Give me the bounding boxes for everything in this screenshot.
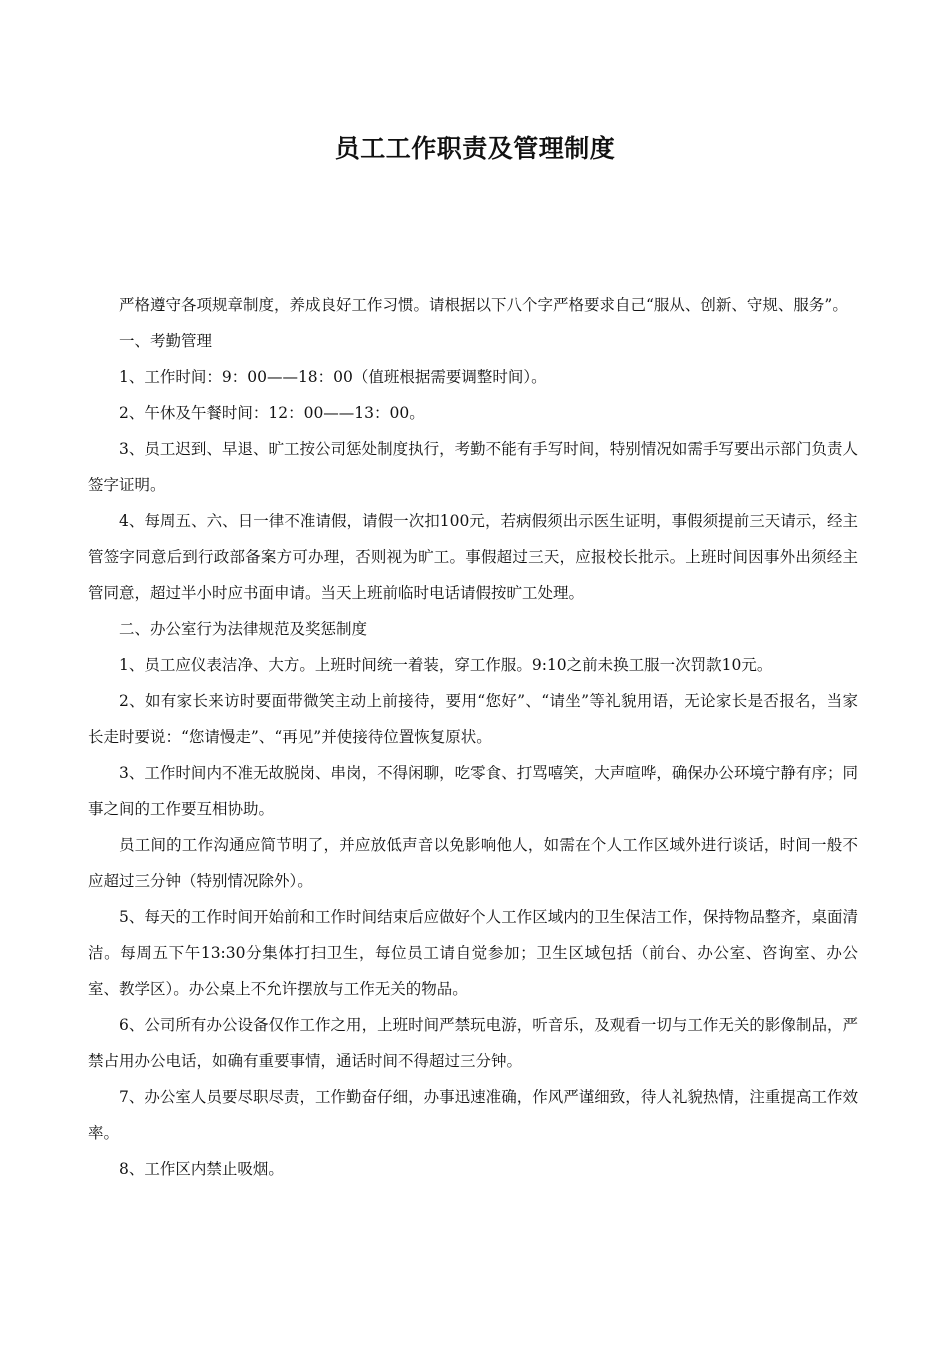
- paragraph-communication: 员工间的工作沟通应简节明了，并应放低声音以免影响他人，如需在个人工作区域外进行谈话，时间一般不应超过三分钟（特别情况除外）。: [88, 836, 858, 890]
- section-heading-office-conduct: 二、办公室行为法律规范及奖惩制度: [119, 620, 368, 638]
- document-body: [88, 287, 858, 1187]
- paragraph-intro: 严格遵守各项规章制度，养成良好工作习惯。请根据以下八个字严格要求自己“服从、创新、守规、服务”。: [119, 296, 848, 314]
- paragraph-equipment-use: 6、公司所有办公设备仅作工作之用，上班时间严禁玩电游，听音乐，及观看一切与工作无关的影像制品，严禁占用办公电话，如确有重要事情，通话时间不得超过三分钟。: [88, 1016, 858, 1070]
- paragraph-lunch-break: 2、午休及午餐时间：12：00——13：00。: [119, 404, 425, 422]
- section-heading-attendance: 一、考勤管理: [119, 332, 213, 350]
- paragraph-dress-code: 1、员工应仪表洁净、大方。上班时间统一着装，穿工作服。9:10之前未换工服一次罚款10元。: [119, 656, 773, 674]
- paragraph-lateness-policy: 3、员工迟到、早退、旷工按公司惩处制度执行，考勤不能有手写时间，特别情况如需手写要出示部门负责人签字证明。: [88, 440, 858, 494]
- document-title: 员工工作职责及管理制度: [334, 134, 616, 163]
- paragraph-work-attitude: 7、办公室人员要尽职尽责，工作勤奋仔细，办事迅速准确，作风严谨细致，待人礼貌热情，注重提高工作效率。: [88, 1088, 858, 1142]
- paragraph-work-discipline: 3、工作时间内不准无故脱岗、串岗，不得闲聊，吃零食、打骂嘻笑，大声喧哗，确保办公环境宁静有序；同事之间的工作要互相协助。: [88, 764, 858, 818]
- paragraph-leave-policy: 4、每周五、六、日一律不准请假，请假一次扣100元，若病假须出示医生证明，事假须提前三天请示，经主管签字同意后到行政部备案方可办理，否则视为旷工。事假超过三天，应报校长批示。上班时间因事外出须经主管同意，超过半小时应书面申请。当天上班前临时电话请假按旷工处理。: [88, 512, 858, 602]
- paragraph-work-hours: 1、工作时间：9：00——18：00（值班根据需要调整时间）。: [119, 368, 547, 386]
- paragraph-cleaning: 5、每天的工作时间开始前和工作时间结束后应做好个人工作区域内的卫生保洁工作，保持物品整齐，桌面清洁。每周五下午13:30分集体打扫卫生，每位员工请自觉参加；卫生区域包括（前台、办公室、咨询室、办公室、教学区）。办公桌上不允许摆放与工作无关的物品。: [88, 908, 858, 998]
- paragraph-no-smoking: 8、工作区内禁止吸烟。: [119, 1160, 284, 1178]
- paragraph-visitor-reception: 2、如有家长来访时要面带微笑主动上前接待，要用“您好”、“请坐”等礼貌用语，无论家长是否报名，当家长走时要说：“您请慢走”、“再见”并使接待位置恢复原状。: [88, 692, 858, 746]
